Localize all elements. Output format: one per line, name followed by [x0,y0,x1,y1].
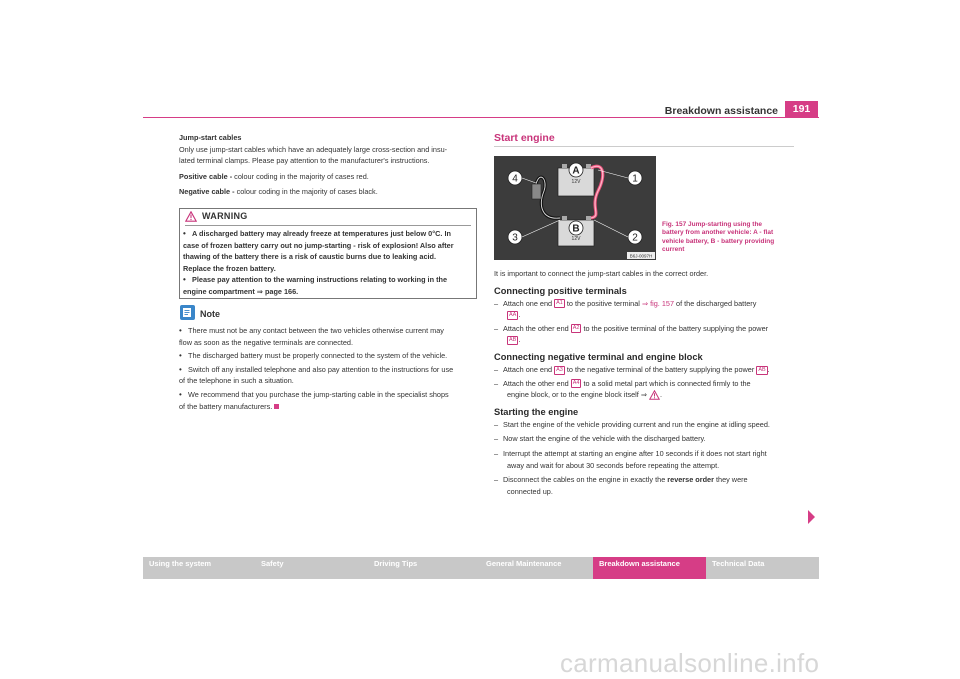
caption-line-2: battery from another vehicle: A - flat [662,229,774,237]
warning-triangle-icon [185,211,197,222]
start-step-4: – Disconnect the cables on the engine in exactly the reverse order they were [494,475,748,485]
s3-a: Interrupt the attempt at starting an engine after 10 seconds if it does not start right [503,448,767,458]
note-3a: Switch off any installed telephone and also pay attention to the instructions for use [188,364,454,374]
note-item-4b [179,401,479,413]
section-rule [494,146,794,147]
negative-cable-label: Negative cable - [179,187,235,197]
bullet-icon: • [183,275,186,285]
section-title: Start engine [494,132,555,144]
s1: Start the engine of the vehicle providing current and run the engine at idling speed. [503,419,770,429]
tab-driving-tips[interactable]: Driving Tips [374,559,418,568]
positive-step-1: – Attach one end A1 to the positive terminal ⇒ fig. 157 of the discharged battery [494,298,757,308]
ref-a4: A4 [572,380,580,387]
warning-item-2b [183,286,475,298]
s4-a: Disconnect the cables on the engine in exactly the [503,475,666,485]
note-header [179,305,259,323]
warning-divider [185,225,471,226]
warning-1d: Replace the frozen battery. [183,263,276,273]
note-item-3 [179,364,479,376]
ref-a2: A2 [572,325,580,332]
note-1a: There must not be any contact between the two vehicles otherwise current may [188,326,444,335]
bullet-icon: • [179,389,182,399]
footer-nav [143,557,819,579]
tab-breakdown-assistance[interactable]: Breakdown assistance [593,557,706,579]
s4-b: they were [715,475,748,485]
ref-ab: AB [509,336,517,343]
warning-2b: engine compartment [183,286,255,296]
cables-text-1: Only use jump-start cables which have an adequately large cross-section and insu- [179,144,448,154]
neg1-a: Attach one end [503,364,553,374]
warning-item-2 [183,274,475,286]
note-1b: flow as soon as the negative terminals are connected. [179,337,354,347]
bullet-icon: • [183,229,186,238]
warning-header [179,208,477,225]
warning-2a: Please pay attention to the warning instructions relating to working in the [192,275,448,285]
bullet-icon: • [179,364,182,374]
figure-157 [494,156,656,260]
warning-item-1 [183,228,475,240]
warning-content [183,228,475,298]
warning-triangle-icon[interactable] [649,390,660,400]
running-header-title: Breakdown assistance [664,105,778,117]
note-icon [180,305,195,320]
note-item-4 [179,389,479,401]
s4-bold: reverse order [667,475,714,485]
page-number: 191 [785,101,818,118]
neg1-b: to the negative terminal of the battery supplying the power [566,364,755,374]
neg2-c: engine block, or to the engine block itself ⇒ [507,390,647,400]
next-page-arrow-icon[interactable] [808,510,815,524]
note-item-1 [179,325,479,337]
starting-engine-heading: Starting the engine [494,406,579,417]
start-step-1: – Start the engine of the vehicle providing current and run the engine at idling speed. [494,419,770,429]
tab-safety[interactable]: Safety [261,559,284,568]
tab-using-the-system[interactable]: Using the system [149,559,212,568]
warning-1a: A discharged battery may already freeze at temperatures just below 0°C. In [192,229,451,238]
s2: Now start the engine of the vehicle with the discharged battery. [503,434,706,444]
positive-step-2-ref: AB . [509,335,521,345]
neg2-b: to a solid metal part which is connected firmly to the [583,378,751,388]
svg-text:12V: 12V [571,179,581,185]
note-content [179,325,479,412]
s4-c: connected up. [507,486,553,496]
positive-terminals-heading: Connecting positive terminals [494,285,627,296]
pos1-c: of the discharged battery [676,298,757,308]
start-step-2: – Now start the engine of the vehicle with the discharged battery. [494,434,706,444]
negative-step-1: – Attach one end A3 to the negative terminal of the battery supplying the power AB . [494,364,770,374]
figure-caption [662,221,794,255]
ref-aa: AA [509,311,517,318]
warning-page-link[interactable]: ⇒ page 166. [256,286,299,296]
watermark: carmanualsonline.info [560,648,820,678]
jump-start-diagram [494,156,656,260]
cables-title: Jump-start cables [179,133,242,142]
svg-text:2: 2 [632,232,638,244]
positive-cable-text: colour coding in the majority of cases red. [232,171,369,181]
svg-text:3: 3 [512,232,518,244]
fig-157-link[interactable]: ⇒ fig. 157 [641,298,675,308]
bullet-icon: • [179,351,182,361]
svg-text:1: 1 [632,173,638,185]
note-item-2 [179,350,479,362]
caption-line-4: current [662,246,685,254]
bullet-icon: • [179,326,182,335]
note-4b: of the battery manufacturers. [179,401,273,411]
positive-step-1-ref: AA . [509,310,521,320]
negative-step-2b: engine block, or to the engine block itself ⇒ . [507,390,663,400]
note-4a: We recommend that you purchase the jump-starting cable in the specialist shops [188,389,449,399]
cables-text-2: lated terminal clamps. Please pay attention to the manufacturer's instructions. [179,156,430,166]
warning-1c: thawing of the battery there is a risk of caustic burns due to leaking acid. [183,252,437,262]
svg-text:B: B [572,223,580,235]
warning-label: WARNING [202,211,248,221]
tab-technical-data[interactable]: Technical Data [712,559,765,568]
end-marker-icon [274,404,279,409]
pos2-a: Attach the other end [503,323,569,333]
positive-cable-label: Positive cable - [179,171,233,181]
note-3b: of the telephone in such a situation. [179,376,294,386]
positive-step-2: – Attach the other end A2 to the positive terminal of the battery supplying the power [494,323,769,333]
negative-cable-text: colour coding in the majority of cases black. [234,187,378,197]
caption-line-1: Fig. 157 Jump-starting using the [662,221,763,228]
negative-terminal-heading: Connecting negative terminal and engine block [494,351,703,362]
svg-text:B6J-0097H: B6J-0097H [629,253,653,259]
ref-ab-2: AB [758,366,766,373]
pos1-b: to the positive terminal [566,298,640,308]
svg-text:A: A [572,165,580,177]
warning-1b: case of frozen battery carry out no jump-starting - risk of explosion! Also after [183,240,454,250]
note-label: Note [200,309,220,319]
positive-cable-line [179,171,479,183]
caption-line-3: vehicle battery, B - battery providing [662,237,775,245]
ref-a3: A3 [556,366,563,373]
tab-general-maintenance[interactable]: General Maintenance [486,559,562,568]
intro-text: It is important to connect the jump-start cables in the correct order. [494,269,709,278]
svg-text:12V: 12V [571,236,581,242]
start-step-3: – Interrupt the attempt at starting an engine after 10 seconds if it does not start right [494,448,767,458]
neg2-a: Attach the other end [503,378,569,388]
negative-cable-line [179,186,479,198]
jump-start-cables-block [179,132,479,198]
ref-a1: A1 [556,300,563,307]
negative-step-2: – Attach the other end A4 to a solid metal part which is connected firmly to the [494,378,751,388]
note-2: The discharged battery must be properly connected to the system of the vehicle. [188,351,448,361]
svg-text:4: 4 [512,173,518,185]
pos2-b: to the positive terminal of the battery supplying the power [583,323,769,333]
start-engine-body [494,268,804,497]
header-rule [143,117,819,118]
pos1-a: Attach one end [503,298,553,308]
s3-b: away and wait for about 30 seconds before repeating the attempt. [507,460,720,470]
